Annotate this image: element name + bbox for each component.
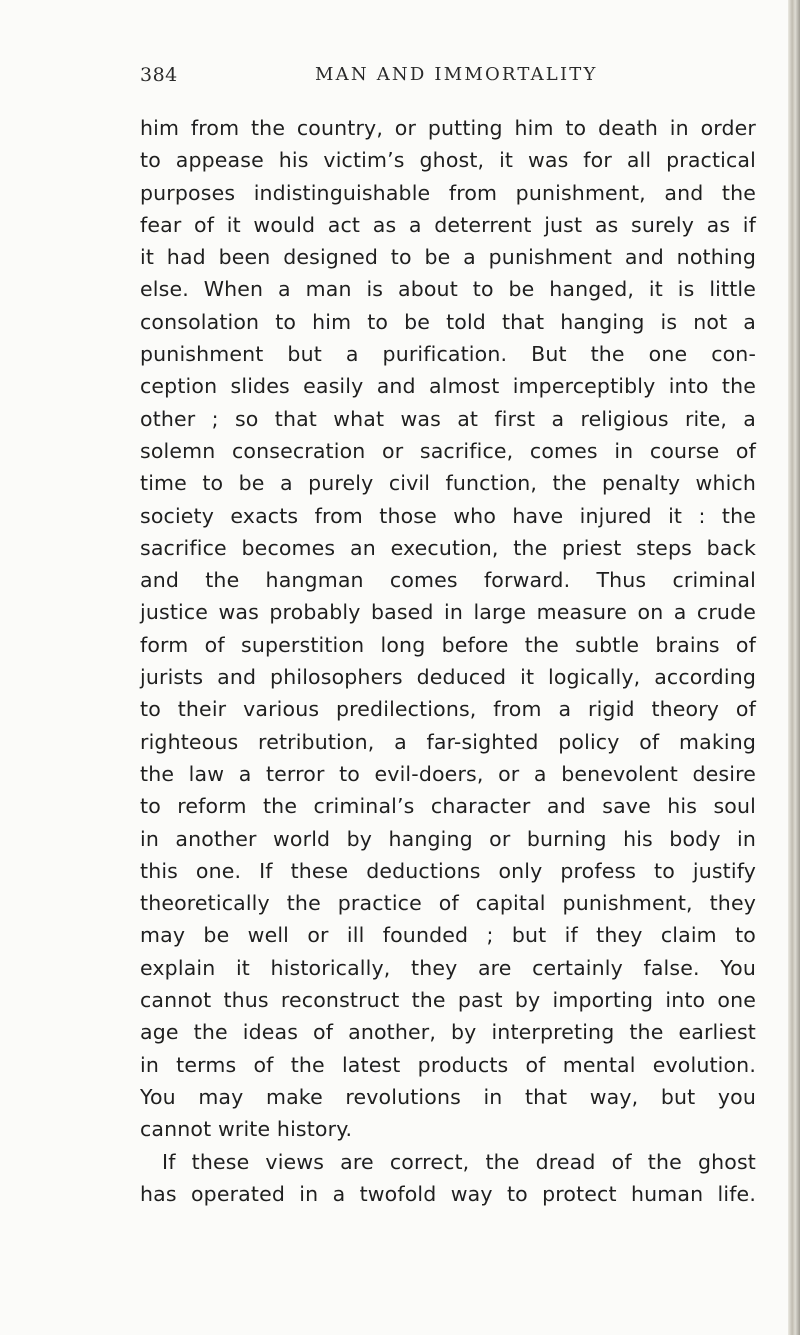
text-line: society exacts from those who have injured it : the [140, 503, 756, 528]
text-line: to their various predilections, from a rigid theory of [140, 697, 756, 722]
text-line: to reform the criminal’s character and save his soul [140, 794, 756, 819]
text-line: justice was probably based in large measure on a crude [140, 600, 756, 625]
page-number: 384 [140, 64, 178, 86]
text-line: else. When a man is about to be hanged, it is little [140, 277, 756, 302]
text-line: and the hangman comes forward. Thus criminal [140, 568, 756, 593]
text-line: it had been designed to be a punishment and nothing [140, 245, 756, 270]
text-line: jurists and philosophers deduced it logically, according [140, 665, 756, 690]
text-line: You may make revolutions in that way, but you [140, 1084, 756, 1109]
text-line: this one. If these deductions only profess to justify [140, 858, 756, 883]
text-line: theoretically the practice of capital punishment, they [140, 891, 756, 916]
text-line: form of superstition long before the subtle brains of [140, 632, 756, 657]
text-line: has operated in a twofold way to protect human life. [140, 1181, 756, 1206]
paragraph [140, 1146, 756, 1211]
text-line: solemn consecration or sacrifice, comes in course of [140, 438, 756, 463]
text-line: consolation to him to be told that hanging is not a [140, 309, 756, 334]
text-line: purposes indistinguishable from punishment, and the [140, 180, 756, 205]
text-line: If these views are correct, the dread of the ghost [162, 1149, 756, 1174]
text-line: time to be a purely civil function, the penalty which [140, 471, 756, 496]
text-line: to appease his victim’s ghost, it was for all practical [140, 148, 756, 173]
text-line: the law a terror to evil-doers, or a benevolent desire [140, 761, 756, 786]
text-line: cannot write history. [140, 1117, 353, 1142]
text-line: in another world by hanging or burning his body in [140, 826, 756, 851]
body-text [140, 112, 756, 1210]
text-line: punishment but a purification. But the one con- [140, 342, 756, 367]
text-line: fear of it would act as a deterrent just as surely as if [140, 212, 756, 237]
text-line: cannot thus reconstruct the past by importing into one [140, 988, 756, 1013]
text-line: righteous retribution, a far-sighted policy of making [140, 729, 756, 754]
text-line: ception slides easily and almost imperceptibly into the [140, 374, 756, 399]
paragraph [140, 112, 756, 1146]
text-line: in terms of the latest products of mental evolution. [140, 1052, 756, 1077]
text-line: other ; so that what was at first a religious rite, a [140, 406, 756, 431]
page-edge-shadow [788, 0, 800, 1335]
running-title: MAN AND IMMORTALITY [315, 64, 598, 85]
text-line: explain it historically, they are certainly false. You [140, 955, 756, 980]
text-line: him from the country, or putting him to death in order [140, 116, 756, 140]
text-line: sacrifice becomes an execution, the priest steps back [140, 535, 756, 560]
text-line: age the ideas of another, by interpreting the earliest [140, 1020, 756, 1045]
page-header [140, 64, 756, 96]
text-line: may be well or ill founded ; but if they claim to [140, 923, 756, 948]
